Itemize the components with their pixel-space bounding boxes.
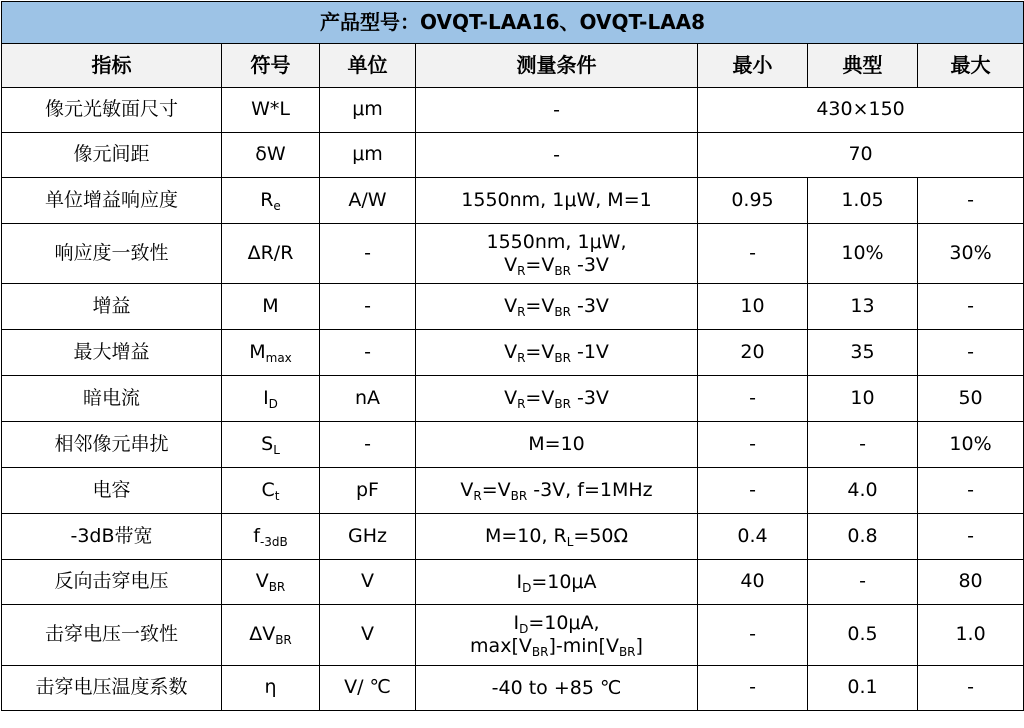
symbol-cell: η — [222, 666, 320, 711]
param-cell: 响应度一致性 — [2, 224, 222, 284]
symbol-cell: M — [222, 284, 320, 330]
unit-cell: nA — [320, 376, 416, 422]
header-row — [2, 44, 1024, 88]
condition-cell: 1550nm, 1μW, $V_R=V_{BR}$ -3V — [416, 224, 698, 284]
condition-cell: M=10, $R_L=50\Omega$ — [416, 514, 698, 560]
table-row — [2, 330, 1024, 376]
max-cell: - — [918, 330, 1024, 376]
header-min: 最小 — [698, 44, 808, 88]
typ-cell: 430×150 — [698, 88, 1024, 133]
table-row — [2, 376, 1024, 422]
table-row — [2, 88, 1024, 133]
min-cell: - — [698, 224, 808, 284]
table-row — [2, 422, 1024, 468]
unit-cell: A/W — [320, 178, 416, 224]
unit-cell: pF — [320, 468, 416, 514]
param-cell: 相邻像元串扰 — [2, 422, 222, 468]
param-cell: 击穿电压一致性 — [2, 605, 222, 666]
table-row — [2, 224, 1024, 284]
table-row — [2, 666, 1024, 711]
typ-cell: 0.1 — [808, 666, 918, 711]
typ-cell: 35 — [808, 330, 918, 376]
typ-cell: - — [808, 422, 918, 468]
condition-cell: $I_D=10\mu A$, $\max[V_{BR}]-\min[V_{BR}]$ — [416, 605, 698, 666]
typ-cell: 13 — [808, 284, 918, 330]
condition-cell: -40 to +85 ℃ — [416, 666, 698, 711]
min-cell: - — [698, 666, 808, 711]
max-cell: - — [918, 284, 1024, 330]
unit-cell: - — [320, 224, 416, 284]
unit-cell: - — [320, 422, 416, 468]
symbol-cell: $S_L$ — [222, 422, 320, 468]
param-cell: 像元间距 — [2, 133, 222, 178]
typ-cell: 0.8 — [808, 514, 918, 560]
symbol-cell: $M_{max}$ — [222, 330, 320, 376]
header-param: 指标 — [2, 44, 222, 88]
table-row — [2, 284, 1024, 330]
max-cell: 1.0 — [918, 605, 1024, 666]
max-cell: - — [918, 178, 1024, 224]
typ-cell: 70 — [698, 133, 1024, 178]
symbol-cell: δW — [222, 133, 320, 178]
typ-cell: 10% — [808, 224, 918, 284]
typ-cell: 4.0 — [808, 468, 918, 514]
title-row — [2, 2, 1024, 44]
condition-cell: $V_R=V_{BR}$ -1V — [416, 330, 698, 376]
table-row — [2, 133, 1024, 178]
symbol-cell: $I_D$ — [222, 376, 320, 422]
header-max: 最大 — [918, 44, 1024, 88]
symbol-cell: $V_{BR}$ — [222, 560, 320, 605]
header-unit: 单位 — [320, 44, 416, 88]
unit-cell: - — [320, 330, 416, 376]
unit-cell: V/ ℃ — [320, 666, 416, 711]
min-cell: - — [698, 468, 808, 514]
param-cell: 单位增益响应度 — [2, 178, 222, 224]
typ-cell: 10 — [808, 376, 918, 422]
table-row — [2, 468, 1024, 514]
param-cell: 像元光敏面尺寸 — [2, 88, 222, 133]
spec-table — [1, 1, 1024, 711]
param-cell: -3dB带宽 — [2, 514, 222, 560]
max-cell: 10% — [918, 422, 1024, 468]
symbol-cell: ΔR/R — [222, 224, 320, 284]
unit-cell: μm — [320, 133, 416, 178]
min-cell: - — [698, 605, 808, 666]
min-cell: 40 — [698, 560, 808, 605]
param-cell: 反向击穿电压 — [2, 560, 222, 605]
unit-cell: V — [320, 560, 416, 605]
condition-cell: $V_R=V_{BR}$ -3V — [416, 376, 698, 422]
unit-cell: V — [320, 605, 416, 666]
header-typ: 典型 — [808, 44, 918, 88]
max-cell: - — [918, 666, 1024, 711]
symbol-cell: $R_e$ — [222, 178, 320, 224]
max-cell: - — [918, 514, 1024, 560]
unit-cell: μm — [320, 88, 416, 133]
condition-cell: $I_D=10\mu A$ — [416, 560, 698, 605]
max-cell: 30% — [918, 224, 1024, 284]
header-symbol: 符号 — [222, 44, 320, 88]
symbol-cell: $f_{-3dB}$ — [222, 514, 320, 560]
table-row — [2, 605, 1024, 666]
symbol-cell: $C_t$ — [222, 468, 320, 514]
condition-cell: $V_R=V_{BR}$ -3V, f=1MHz — [416, 468, 698, 514]
symbol-cell: $\Delta V_{BR}$ — [222, 605, 320, 666]
condition-cell: 1550nm, 1μW, M=1 — [416, 178, 698, 224]
table-body — [2, 88, 1024, 711]
condition-cell: $V_R=V_{BR}$ -3V — [416, 284, 698, 330]
unit-cell: GHz — [320, 514, 416, 560]
min-cell: 20 — [698, 330, 808, 376]
product-title: 产品型号：OVQT-LAA16、OVQT-LAA8 — [2, 2, 1024, 44]
param-cell: 击穿电压温度系数 — [2, 666, 222, 711]
unit-cell: - — [320, 284, 416, 330]
typ-cell: - — [808, 560, 918, 605]
max-cell: 50 — [918, 376, 1024, 422]
condition-cell: - — [416, 133, 698, 178]
max-cell: - — [918, 468, 1024, 514]
table-row — [2, 514, 1024, 560]
max-cell: 80 — [918, 560, 1024, 605]
min-cell: 0.95 — [698, 178, 808, 224]
min-cell: 10 — [698, 284, 808, 330]
condition-cell: - — [416, 88, 698, 133]
header-condition: 测量条件 — [416, 44, 698, 88]
table-row — [2, 178, 1024, 224]
min-cell: - — [698, 422, 808, 468]
param-cell: 最大增益 — [2, 330, 222, 376]
typ-cell: 1.05 — [808, 178, 918, 224]
typ-cell: 0.5 — [808, 605, 918, 666]
param-cell: 电容 — [2, 468, 222, 514]
param-cell: 增益 — [2, 284, 222, 330]
min-cell: - — [698, 376, 808, 422]
param-cell: 暗电流 — [2, 376, 222, 422]
table-row — [2, 560, 1024, 605]
condition-cell: M=10 — [416, 422, 698, 468]
symbol-cell: W*L — [222, 88, 320, 133]
min-cell: 0.4 — [698, 514, 808, 560]
